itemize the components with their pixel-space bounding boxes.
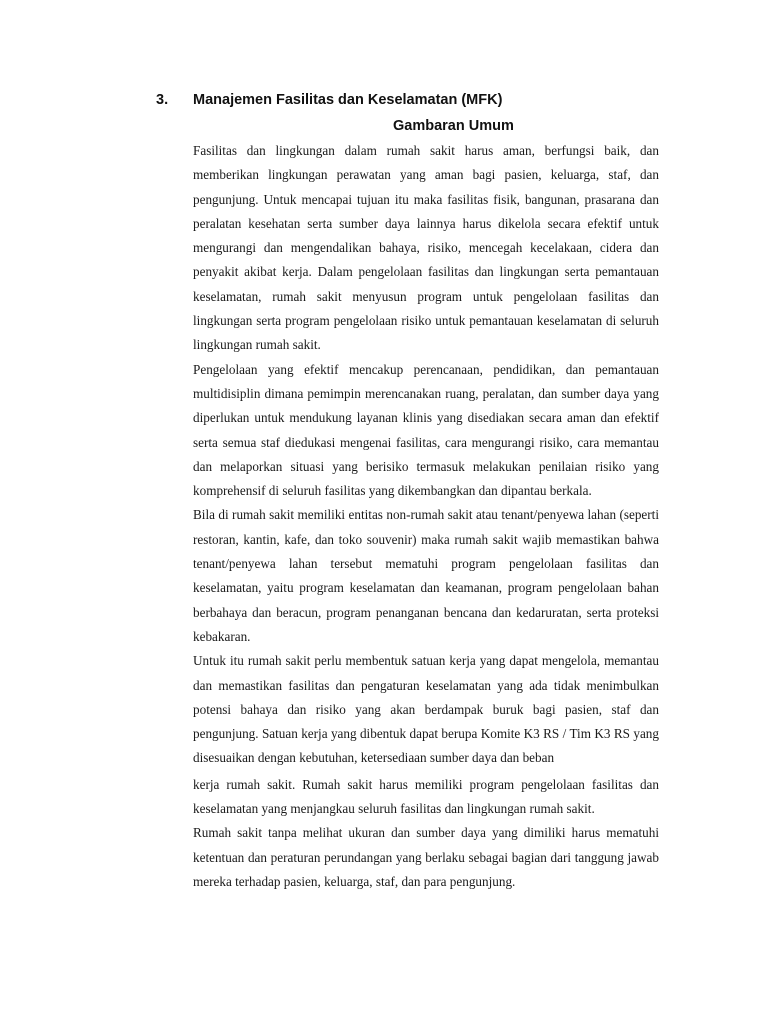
paragraph-3: Bila di rumah sakit memiliki entitas non-rumah sakit atau tenant/penyewa lahan (seperti restoran, kantin, kafe, dan toko souvenir) maka rumah sakit wajib memastikan bahwa tenant/penyewa lahan tersebut mematuhi program pengelolaan fasilitas dan keselamatan, yaitu program keselamatan dan keamanan, program pengelolaan bahan berbahaya dan beracun, program penanganan bencana dan kedaruratan, serta proteksi kebakaran. bbox=[193, 507, 659, 644]
section-number: 3. bbox=[156, 92, 169, 108]
section-title: Manajemen Fasilitas dan Keselamatan (MFK) bbox=[193, 92, 503, 108]
paragraph-2: Pengelolaan yang efektif mencakup perencanaan, pendidikan, dan pemantauan multidisiplin dimana pemimpin merencanakan ruang, peralatan, dan sumber daya yang diperlukan untuk mendukung layanan klinis yang disediakan secara aman dan efektif serta semua staf diedukasi mengenai fasilitas, cara mengurangi risiko, cara memantau dan melaporkan situasi yang berisiko termasuk melakukan penilaian risiko yang komprehensif di seluruh fasilitas yang dikembangkan dan dipantau berkala. bbox=[193, 361, 659, 499]
paragraph-4: Untuk itu rumah sakit perlu membentuk satuan kerja yang dapat mengelola, memantau dan memastikan fasilitas dan pengaturan keselamatan yang ada tidak menimbulkan potensi bahaya dan risiko yang akan berdampak buruk bagi pasien, staf dan pengunjung. Satuan kerja yang dibentuk dapat berupa Komite K3 RS / Tim K3 RS yang disesuaikan dengan kebutuhan, ketersediaan sumber daya dan beban bbox=[193, 653, 659, 766]
paragraph-1: Fasilitas dan lingkungan dalam rumah sakit harus aman, berfungsi baik, dan memberikan lingkungan perawatan yang aman bagi pasien, keluarga, staf, dan pengunjung. Untuk mencapai tujuan itu maka fasilitas fisik, bangunan, prasarana dan peralatan kesehatan serta sumber daya lainnya harus dikelola secara efektif untuk mengurangi dan mengendalikan bahaya, risiko, mencegah kecelakaan, cidera dan penyakit akibat kerja. Dalam pengelolaan fasilitas dan lingkungan serta pemantauan keselamatan, rumah sakit menyusun program untuk pengelolaan fasilitas dan lingkungan serta program pengelolaan risiko untuk pemantauan keselamatan di seluruh lingkungan rumah sakit. bbox=[193, 143, 659, 353]
paragraph-5: kerja rumah sakit. Rumah sakit harus memiliki program pengelolaan fasilitas dan keselamatan yang menjangkau seluruh fasilitas dan lingkungan rumah sakit. bbox=[193, 776, 659, 817]
section-subtitle: Gambaran Umum bbox=[393, 118, 514, 134]
paragraph-6: Rumah sakit tanpa melihat ukuran dan sumber daya yang dimiliki harus mematuhi ketentuan dan peraturan perundangan yang berlaku sebagai bagian dari tanggung jawab mereka terhadap pasien, keluarga, staf, dan para pengunjung. bbox=[193, 825, 659, 889]
body-text bbox=[193, 139, 659, 894]
